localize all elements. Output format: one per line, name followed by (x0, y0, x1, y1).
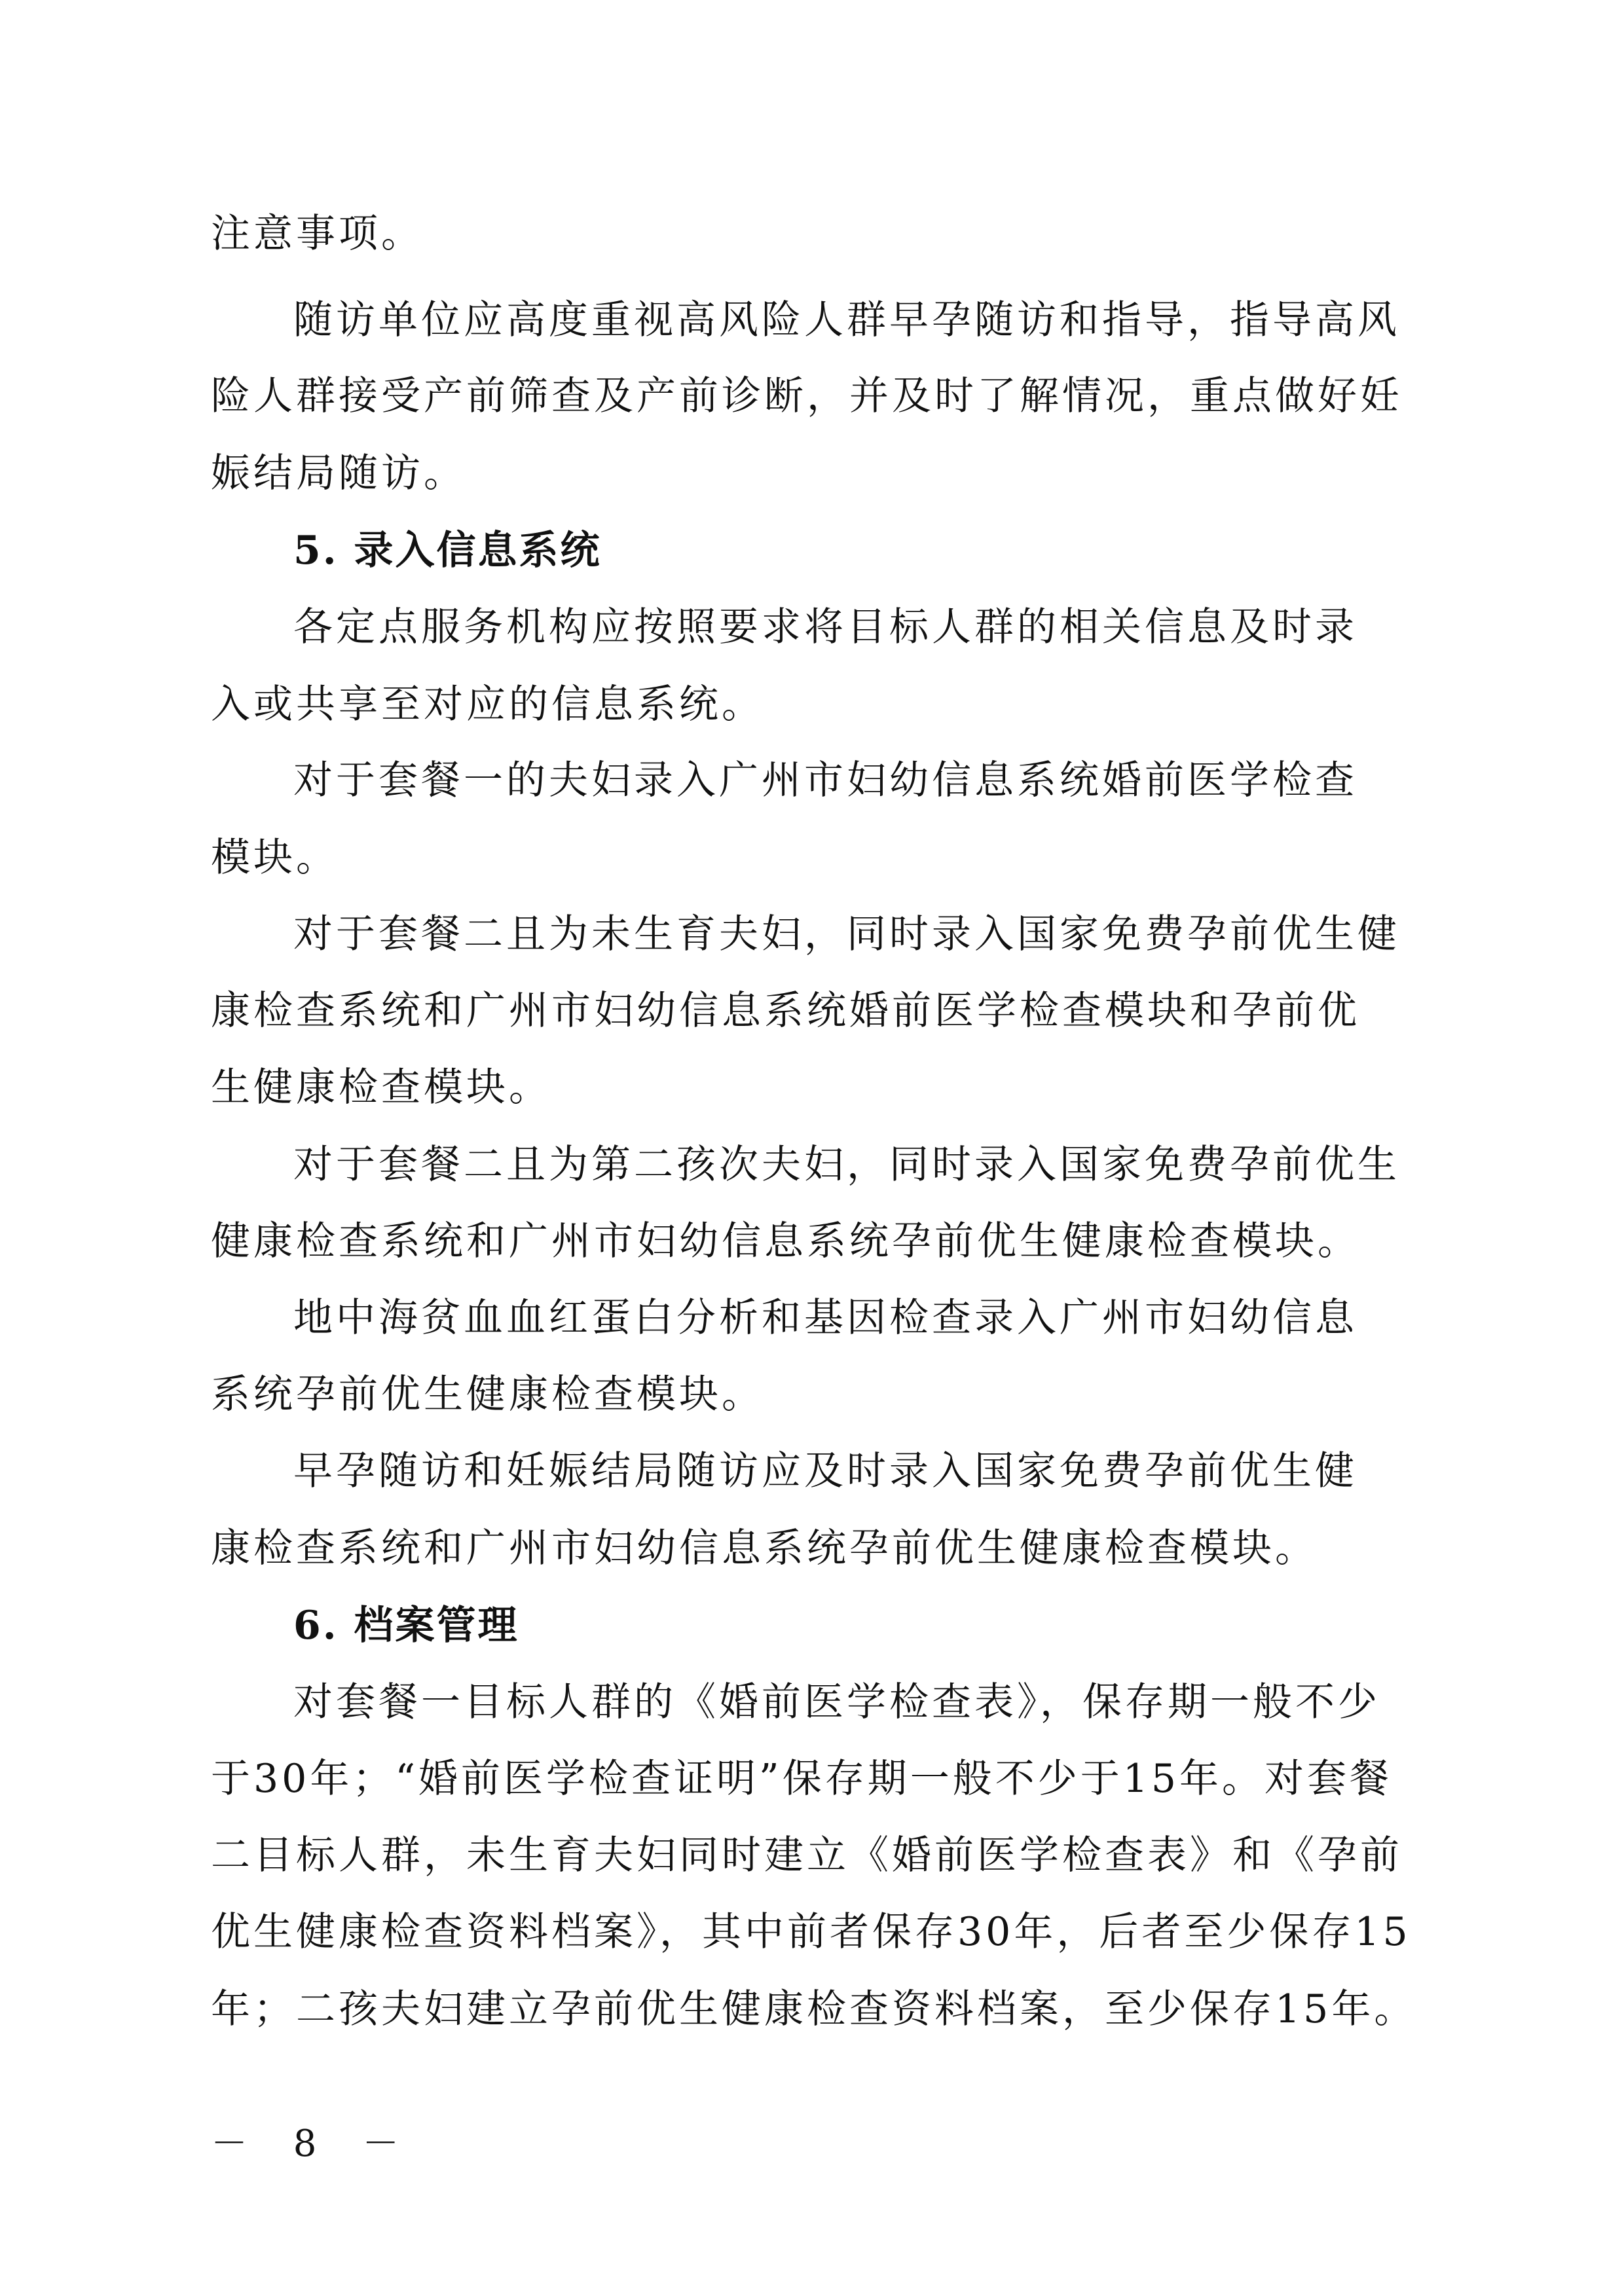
paragraph-line: 随访单位应高度重视高风险人群早孕随访和指导，指导高风 (293, 297, 1400, 343)
paragraph-line: 系统孕前优生健康检查模块。 (211, 1372, 764, 1417)
paragraph-line: 康检查系统和广州市妇幼信息系统孕前优生健康检查模块。 (211, 1525, 1318, 1571)
paragraph-line: 康检查系统和广州市妇幼信息系统婚前医学检查模块和孕前优 (211, 988, 1360, 1034)
paragraph-line: 模块。 (211, 835, 339, 881)
paragraph-line: 生健康检查模块。 (211, 1065, 551, 1110)
paragraph-line: 娠结局随访。 (211, 450, 466, 496)
paragraph-line: 对于套餐二且为未生育夫妇，同时录入国家免费孕前优生健 (293, 911, 1400, 957)
paragraph-line: 对于套餐一的夫妇录入广州市妇幼信息系统婚前医学检查 (293, 757, 1357, 803)
section-heading-5: 5. 录入信息系统 (293, 528, 602, 574)
paragraph-line: 优生健康检查资料档案》，其中前者保存30年，后者至少保存15 (211, 1909, 1411, 1955)
paragraph-line: 早孕随访和妊娠结局随访应及时录入国家免费孕前优生健 (293, 1448, 1357, 1494)
paragraph-line: 各定点服务机构应按照要求将目标人群的相关信息及时录 (293, 604, 1357, 650)
paragraph-line: 于30年；“婚前医学检查证明”保存期一般不少于15年。对套餐 (211, 1756, 1393, 1802)
paragraph-line: 注意事项。 (211, 211, 424, 257)
paragraph-line: 年；二孩夫妇建立孕前优生健康检查资料档案，至少保存15年。 (211, 1986, 1417, 2032)
paragraph-line: 对于套餐二且为第二孩次夫妇，同时录入国家免费孕前优生 (293, 1142, 1400, 1188)
section-heading-6: 6. 档案管理 (293, 1603, 519, 1649)
paragraph-line: 险人群接受产前筛查及产前诊断，并及时了解情况，重点做好妊 (211, 373, 1403, 419)
paragraph-line: 地中海贫血血红蛋白分析和基因检查录入广州市妇幼信息 (293, 1295, 1357, 1341)
paragraph-line: 健康检查系统和广州市妇幼信息系统孕前优生健康检查模块。 (211, 1218, 1360, 1264)
paragraph-line: 对套餐一目标人群的《婚前医学检查表》，保存期一般不少 (293, 1679, 1380, 1725)
page-number: － 8 － (211, 2123, 416, 2165)
paragraph-line: 入或共享至对应的信息系统。 (211, 682, 764, 727)
paragraph-line: 二目标人群，未生育夫妇同时建立《婚前医学检查表》和《孕前 (211, 1832, 1403, 1878)
